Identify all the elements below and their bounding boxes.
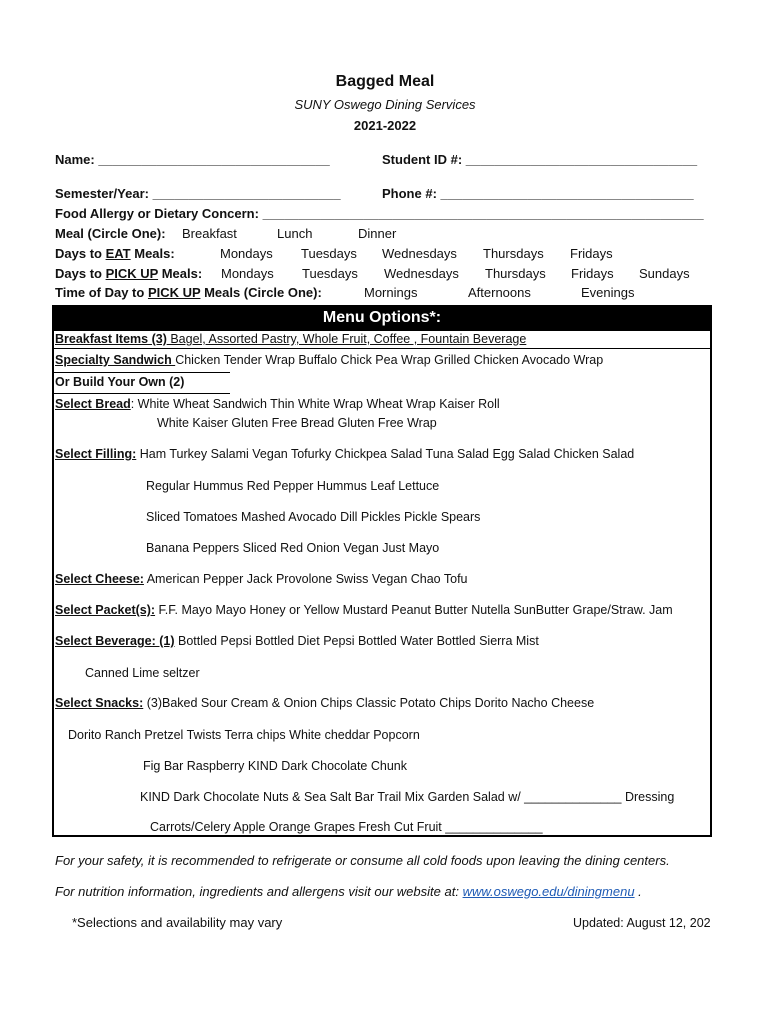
breakfast-items: Bagel, Assorted Pastry, Whole Fruit, Coffee , Fountain Beverage (166, 332, 527, 346)
student-id-blank[interactable]: ________________________________ (465, 152, 698, 167)
phone-label: Phone #: (382, 186, 437, 201)
sandwich-items: Chicken Tender Wrap Buffalo Chick Pea Wrap Grilled Chicken Avocado Wrap (175, 353, 604, 367)
name-field[interactable] (55, 152, 330, 167)
phone-blank[interactable]: ___________________________________ (440, 186, 694, 201)
page-title: Bagged Meal (335, 73, 435, 90)
filling-line-3: Sliced Tomatoes Mashed Avocado Dill Pickles Pickle Spears (146, 510, 481, 524)
availability-note: *Selections and availability may vary (72, 915, 283, 930)
eat-day-wednesdays[interactable]: Wednesdays (382, 246, 457, 261)
pickup-day-fridays[interactable]: Fridays (571, 266, 614, 281)
name-blank[interactable]: ________________________________ (98, 152, 330, 167)
nutrition-note: For nutrition information, ingredients and allergens visit our website at: www.oswego.edu/diningmenu . (55, 884, 642, 899)
meal-option-breakfast[interactable]: Breakfast (182, 226, 237, 241)
bread-line-2: White Kaiser Gluten Free Bread Gluten Free Wrap (157, 416, 437, 430)
filling-line-2: Regular Hummus Red Pepper Hummus Leaf Lettuce (146, 479, 440, 493)
divider (52, 372, 230, 373)
allergy-blank[interactable]: _____________________________________________________________ (262, 206, 704, 221)
sandwich-label: Specialty Sandwich (55, 353, 176, 367)
academic-year: 2021-2022 (353, 118, 417, 133)
eat-day-tuesdays[interactable]: Tuesdays (301, 246, 357, 261)
cheese-line: Select Cheese: American Pepper Jack Provolone Swiss Vegan Chao Tofu (55, 572, 468, 586)
meal-option-dinner[interactable]: Dinner (358, 226, 397, 241)
snacks-line-3: Fig Bar Raspberry KIND Dark Chocolate Chunk (143, 759, 407, 773)
meal-label: Meal (Circle One): (55, 226, 166, 241)
eat-day-thursdays[interactable]: Thursdays (483, 246, 544, 261)
filling-label: Select Filling: (55, 447, 137, 461)
time-option-evenings[interactable]: Evenings (581, 285, 635, 300)
meal-option-lunch[interactable]: Lunch (277, 226, 313, 241)
divider (52, 393, 230, 394)
packet-label: Select Packet(s): (55, 603, 156, 617)
beverage-line-2: Canned Lime seltzer (85, 666, 200, 680)
snacks-line-4: KIND Dark Chocolate Nuts & Sea Salt Bar Trail Mix Garden Salad w/ ______________ Dressing (140, 790, 675, 804)
filling-line-4: Banana Peppers Sliced Red Onion Vegan Just Mayo (146, 541, 440, 555)
breakfast-line (55, 332, 526, 346)
sandwich-line (55, 353, 603, 367)
beverage-line: Select Beverage: (1) Bottled Pepsi Bottled Diet Pepsi Bottled Water Bottled Sierra Mist (55, 634, 539, 648)
page-subtitle: SUNY Oswego Dining Services (294, 97, 476, 112)
menu-header: Menu Options*: (52, 305, 712, 331)
cheese-label: Select Cheese: (55, 572, 144, 586)
pickup-days-label: Days to PICK UP Meals: (55, 266, 203, 281)
snacks-line-2: Dorito Ranch Pretzel Twists Terra chips White cheddar Popcorn (68, 728, 420, 742)
allergy-label: Food Allergy or Dietary Concern: (55, 206, 259, 221)
eat-days-label: Days to EAT Meals: (55, 246, 175, 261)
snacks-line: Select Snacks: (3)Baked Sour Cream & Onion Chips Classic Potato Chips Dorito Nacho Cheese (55, 696, 595, 710)
updated-date: Updated: August 12, 202 (573, 916, 711, 930)
filling-line: Select Filling: Ham Turkey Salami Vegan Tofurky Chickpea Salad Tuna Salad Egg Salad Chicken Salad (55, 447, 635, 461)
dining-menu-link[interactable]: www.oswego.edu/diningmenu (462, 884, 635, 899)
eat-day-mondays[interactable]: Mondays (220, 246, 273, 261)
pickup-day-mondays[interactable]: Mondays (221, 266, 274, 281)
semester-field[interactable] (55, 186, 341, 201)
bread-label: Select Bread (55, 397, 131, 411)
phone-field[interactable] (382, 186, 694, 201)
byo-label: Or Build Your Own (2) (55, 375, 185, 389)
packet-line: Select Packet(s): F.F. Mayo Mayo Honey or Yellow Mustard Peanut Butter Nutella SunButter Grape/Straw. Jam (55, 603, 673, 617)
time-option-afternoons[interactable]: Afternoons (468, 285, 531, 300)
semester-blank[interactable]: __________________________ (152, 186, 341, 201)
breakfast-label: Breakfast Items (3) (55, 332, 167, 346)
semester-label: Semester/Year: (55, 186, 149, 201)
snacks-label: Select Snacks: (55, 696, 144, 710)
pickup-day-thursdays[interactable]: Thursdays (485, 266, 546, 281)
time-option-mornings[interactable]: Mornings (364, 285, 418, 300)
student-id-field[interactable] (382, 152, 697, 167)
pickup-day-sundays[interactable]: Sundays (639, 266, 690, 281)
time-label: Time of Day to PICK UP Meals (Circle One): (55, 285, 322, 300)
beverage-label: Select Beverage: (1) (55, 634, 175, 648)
pickup-day-tuesdays[interactable]: Tuesdays (302, 266, 358, 281)
student-id-label: Student ID #: (382, 152, 463, 167)
name-label: Name: (55, 152, 95, 167)
snacks-line-5: Carrots/Celery Apple Orange Grapes Fresh Cut Fruit ______________ (150, 820, 543, 834)
eat-day-fridays[interactable]: Fridays (570, 246, 613, 261)
pickup-day-wednesdays[interactable]: Wednesdays (384, 266, 459, 281)
safety-note: For your safety, it is recommended to refrigerate or consume all cold foods upon leaving the dining centers. (55, 853, 670, 868)
bread-line: Select Bread: White Wheat Sandwich Thin White Wrap Wheat Wrap Kaiser Roll (55, 397, 500, 411)
allergy-field[interactable] (55, 206, 704, 221)
